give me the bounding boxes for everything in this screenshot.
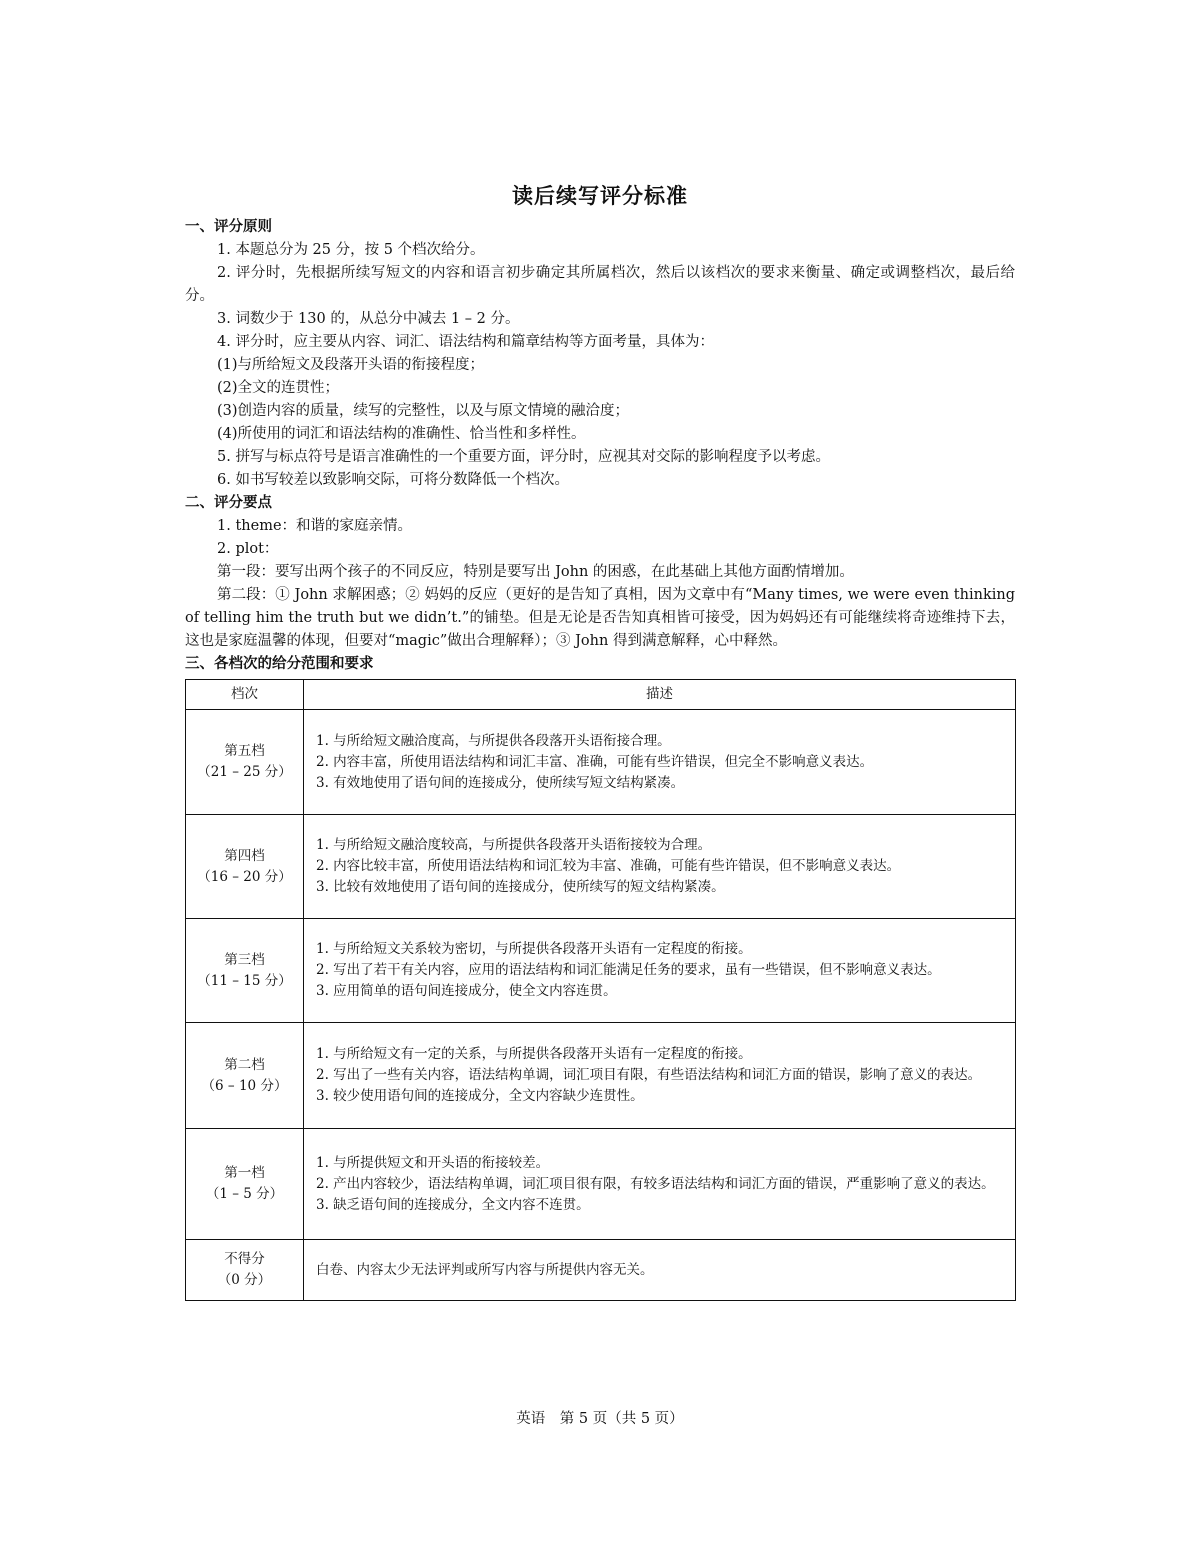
level-range: （16 – 20 分） bbox=[197, 868, 292, 885]
table-row bbox=[186, 1023, 1016, 1129]
level-range: （21 – 25 分） bbox=[197, 764, 292, 780]
table-row bbox=[186, 710, 1016, 815]
principle-subitem: (2)全文的连贯性； bbox=[217, 380, 340, 396]
level-cell bbox=[186, 1023, 304, 1129]
table-row bbox=[186, 1129, 1016, 1240]
table-header-level: 档次 bbox=[186, 680, 304, 710]
description-cell bbox=[304, 919, 1016, 1023]
principle-item: 3. 词数少于 130 的，从总分中减去 1 – 2 分。 bbox=[217, 311, 520, 327]
section-heading-score-levels: 三、各档次的给分范围和要求 bbox=[185, 656, 374, 672]
level-name: 第二档 bbox=[224, 1056, 265, 1073]
principle-subitem: (3)创造内容的质量，续写的完整性，以及与原文情境的融洽度； bbox=[217, 403, 630, 419]
description-line: 2. 产出内容较少，语法结构单调，词汇项目很有限，有较多语法结构和词汇方面的错误，严重影响了意义的表达。 bbox=[316, 1175, 995, 1192]
description-line: 3. 比较有效地使用了语句间的连接成分，使所续写的短文结构紧凑。 bbox=[316, 879, 725, 895]
principle-item: 4. 评分时，应主要从内容、词汇、语法结构和篇章结构等方面考量，具体为： bbox=[217, 334, 714, 350]
description-cell bbox=[304, 1240, 1016, 1301]
level-name: 第四档 bbox=[224, 847, 265, 864]
key-point-paragraph-two: 第二段：① John 求解困惑；② 妈妈的反应（更好的是告知了真相，因为文章中有“Many times, we were even thinking of telling him the truth but we didn’t.”的铺垫。但是无论是否告知真相皆可接受，因为妈妈还有可能继续将奇迹维持下去，这也是家庭温馨的体现，但要对“magic”做出合理解释）；③ John 得到满意解释，心中释然。 bbox=[185, 587, 1015, 649]
description-line: 1. 与所提供短文和开头语的衔接较差。 bbox=[316, 1154, 550, 1171]
table-row bbox=[186, 919, 1016, 1023]
level-cell bbox=[186, 1129, 304, 1240]
description-line: 2. 内容丰富，所使用语法结构和词汇丰富、准确，可能有些许错误，但完全不影响意义表达。 bbox=[316, 753, 874, 770]
description-cell bbox=[304, 1023, 1016, 1129]
description-cell bbox=[304, 710, 1016, 815]
level-range: （1 – 5 分） bbox=[205, 1186, 284, 1202]
level-range: （11 – 15 分） bbox=[197, 972, 292, 989]
key-point-item: 1. theme：和谐的家庭亲情。 bbox=[217, 518, 413, 534]
description-line: 1. 与所给短文融洽度较高，与所提供各段落开头语衔接较为合理。 bbox=[316, 837, 712, 853]
level-name: 第五档 bbox=[224, 743, 265, 759]
table-header-description: 描述 bbox=[304, 680, 1016, 710]
document-page bbox=[185, 180, 1015, 1301]
score-level-table bbox=[185, 679, 1016, 1301]
level-cell bbox=[186, 815, 304, 919]
principle-item: 6. 如书写较差以致影响交际，可将分数降低一个档次。 bbox=[217, 472, 569, 488]
section-heading-key-points: 二、评分要点 bbox=[185, 495, 272, 511]
level-range: （0 分） bbox=[217, 1272, 272, 1288]
level-cell bbox=[186, 919, 304, 1023]
description-line: 2. 写出了若干有关内容，应用的语法结构和词汇能满足任务的要求，虽有一些错误，但不影响意义表达。 bbox=[316, 962, 941, 978]
description-cell bbox=[304, 1129, 1016, 1240]
description-line: 3. 较少使用语句间的连接成分，全文内容缺少连贯性。 bbox=[316, 1088, 644, 1104]
description-cell bbox=[304, 815, 1016, 919]
description-line: 3. 有效地使用了语句间的连接成分，使所续写短文结构紧凑。 bbox=[316, 774, 685, 791]
description-line: 2. 内容比较丰富，所使用语法结构和词汇较为丰富、准确，可能有些许错误，但不影响意义表达。 bbox=[316, 858, 901, 874]
level-name: 不得分 bbox=[224, 1251, 265, 1267]
principle-item: 1. 本题总分为 25 分，按 5 个档次给分。 bbox=[217, 242, 485, 258]
level-cell bbox=[186, 1240, 304, 1301]
section-heading-scoring-principles: 一、评分原则 bbox=[185, 219, 272, 235]
table-row bbox=[186, 815, 1016, 919]
page-footer: 英语 第 5 页（共 5 页） bbox=[516, 1411, 684, 1427]
key-point-paragraph-one: 第一段：要写出两个孩子的不同反应，特别是要写出 John 的困惑，在此基础上其他方面酌情增加。 bbox=[217, 564, 854, 580]
level-cell bbox=[186, 710, 304, 815]
principle-item: 5. 拼写与标点符号是语言准确性的一个重要方面，评分时，应视其对交际的影响程度予以考虑。 bbox=[217, 449, 830, 465]
description-line: 2. 写出了一些有关内容，语法结构单调，词汇项目有限，有些语法结构和词汇方面的错误，影响了意义的表达。 bbox=[316, 1067, 982, 1083]
description-line: 白卷、内容太少无法评判或所写内容与所提供内容无关。 bbox=[316, 1261, 654, 1278]
principle-subitem: (1)与所给短文及段落开头语的衔接程度； bbox=[217, 357, 485, 373]
level-name: 第一档 bbox=[224, 1165, 265, 1181]
level-name: 第三档 bbox=[224, 951, 265, 968]
description-line: 3. 应用简单的语句间连接成分，使全文内容连贯。 bbox=[316, 983, 617, 999]
description-line: 3. 缺乏语句间的连接成分，全文内容不连贯。 bbox=[316, 1196, 590, 1213]
principle-subitem: (4)所使用的词汇和语法结构的准确性、恰当性和多样性。 bbox=[217, 426, 586, 442]
description-line: 1. 与所给短文关系较为密切，与所提供各段落开头语有一定程度的衔接。 bbox=[316, 941, 752, 957]
table-row bbox=[186, 1240, 1016, 1301]
description-line: 1. 与所给短文有一定的关系，与所提供各段落开头语有一定程度的衔接。 bbox=[316, 1046, 752, 1062]
key-point-item: 2. plot： bbox=[217, 541, 279, 557]
description-line: 1. 与所给短文融洽度高，与所提供各段落开头语衔接合理。 bbox=[316, 732, 671, 749]
page-title: 读后续写评分标准 bbox=[512, 184, 688, 208]
principle-item: 2. 评分时，先根据所续写短文的内容和语言初步确定其所属档次，然后以该档次的要求来衡量、确定或调整档次，最后给分。 bbox=[185, 265, 1015, 304]
level-range: （6 – 10 分） bbox=[201, 1077, 288, 1094]
